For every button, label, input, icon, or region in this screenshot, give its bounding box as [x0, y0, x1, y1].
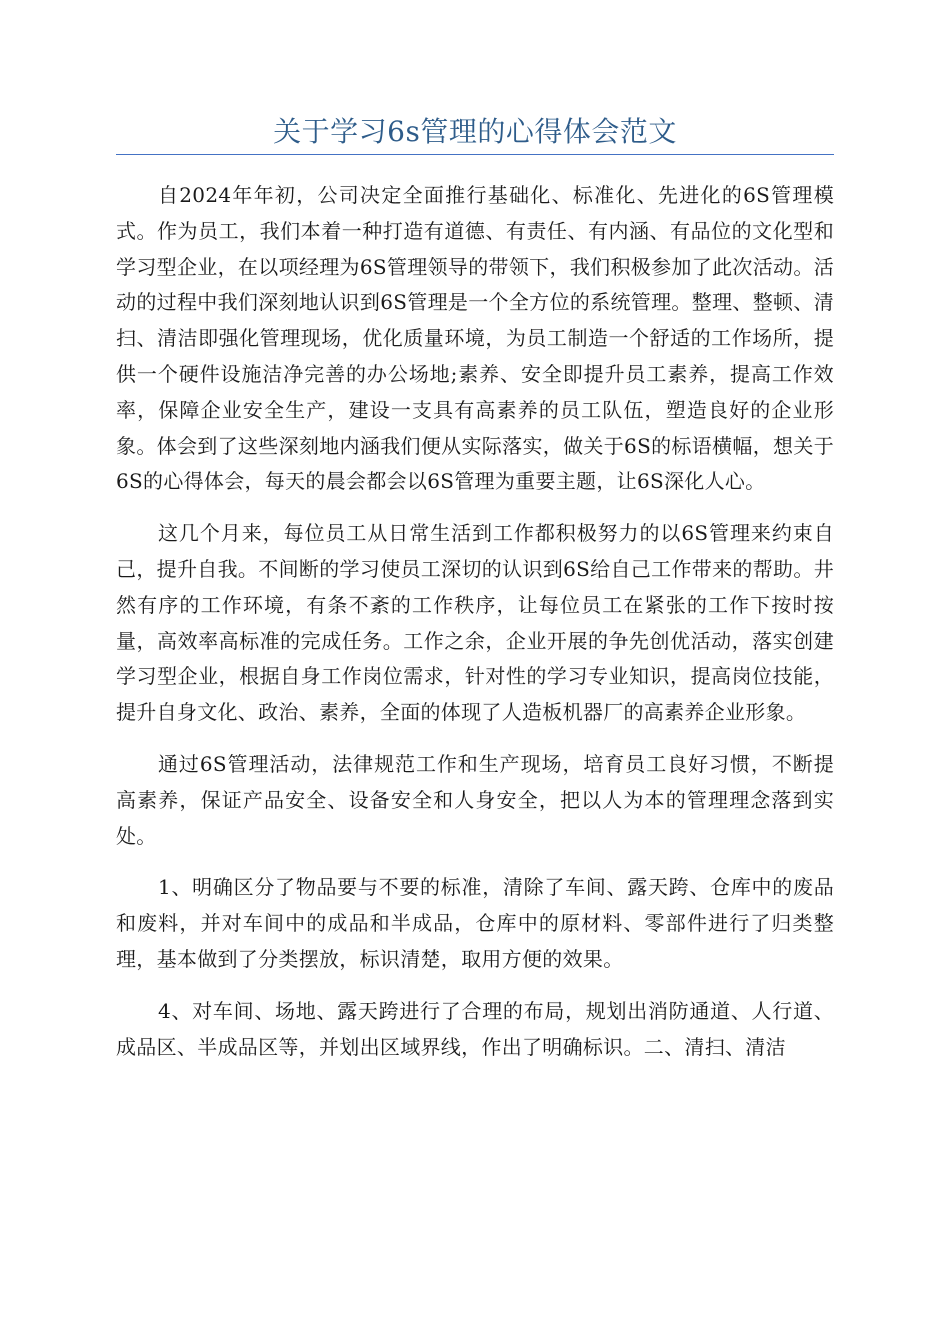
document-title: 关于学习6s管理的心得体会范文: [273, 115, 677, 148]
paragraph-3: 通过6S管理活动，法律规范工作和生产现场，培育员工良好习惯，不断提高素养，保证产品安全、设备安全和人身安全，把以人为本的管理理念落到实处。: [116, 751, 834, 848]
paragraph-1: 自2024年年初，公司决定全面推行基础化、标准化、先进化的6S管理模式。作为员工，我们本着一种打造有道德、有责任、有内涵、有品位的文化型和学习型企业，在以项经理为6S管理领导的带领下，我们积极参加了此次活动。活动的过程中我们深刻地认识到6S管理是一个全方位的系统管理。整理、整顿、清扫、清洁即强化管理现场，优化质量环境，为员工制造一个舒适的工作场所，提供一个硬件设施洁净完善的办公场地;素养、安全即提升员工素养，提高工作效率，保障企业安全生产，建设一支具有高素养的员工队伍，塑造良好的企业形象。体会到了这些深刻地内涵我们便从实际落实，做关于6S的标语横幅，想关于6S的心得体会，每天的晨会都会以6S管理为重要主题，让6S深化人心。: [116, 183, 834, 494]
paragraph-5: 4、对车间、场地、露天跨进行了合理的布局，规划出消防通道、人行道、成品区、半成品区等，并划出区域界线，作出了明确标识。二、清扫、清洁: [116, 998, 834, 1059]
document-body: [116, 178, 834, 1081]
title-underline: [116, 154, 834, 155]
paragraph-4: 1、明确区分了物品要与不要的标准，清除了车间、露天跨、仓库中的废品和废料，并对车间中的成品和半成品，仓库中的原材料、零部件进行了归类整理，基本做到了分类摆放，标识清楚，取用方便的效果。: [116, 875, 834, 971]
paragraph-2: 这几个月来，每位员工从日常生活到工作都积极努力的以6S管理来约束自己，提升自我。不间断的学习使员工深切的认识到6S给自己工作带来的帮助。井然有序的工作环境，有条不紊的工作秩序，让每位员工在紧张的工作下按时按量，高效率高标准的完成任务。工作之余，企业开展的争先创优活动，落实创建学习型企业，根据自身工作岗位需求，针对性的学习专业知识，提高岗位技能，提升自身文化、政治、素养，全面的体现了人造板机器厂的高素养企业形象。: [116, 521, 834, 725]
